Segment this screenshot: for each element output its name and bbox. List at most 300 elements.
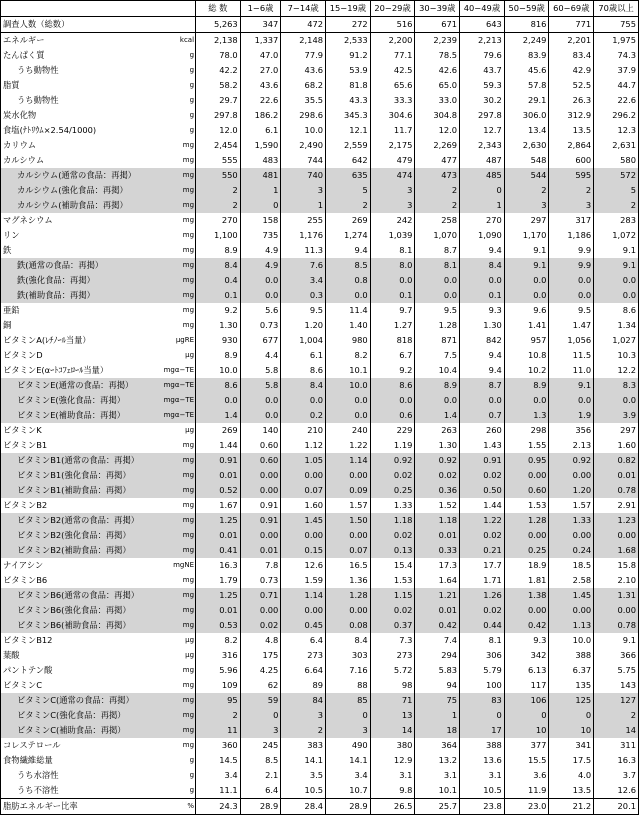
row-label: ビタミンB2(補助食品：再掲） (1, 543, 151, 558)
value-cell: 10.3 (594, 348, 639, 363)
table-row (1, 738, 639, 753)
col-header: 30−39歳 (415, 1, 460, 17)
value-cell: 1.25 (196, 588, 241, 603)
value-cell: 13.4 (504, 123, 549, 138)
value-cell: 10.2 (504, 363, 549, 378)
value-cell: 13.6 (460, 753, 505, 768)
value-cell: 0.0 (196, 393, 241, 408)
table-row (1, 633, 639, 648)
value-cell: 294 (415, 648, 460, 663)
value-cell: 0.0 (594, 288, 639, 303)
value-cell: 3.4 (326, 768, 371, 783)
value-cell: 0.00 (240, 528, 281, 543)
value-cell: 3.9 (594, 408, 639, 423)
value-cell: 304.6 (370, 108, 415, 123)
table-row (1, 17, 639, 33)
value-cell: 643 (460, 17, 505, 33)
value-cell: 11.9 (504, 783, 549, 799)
value-cell: 7.3 (370, 633, 415, 648)
value-cell: 0.00 (281, 468, 326, 483)
row-label: ビタミンB6(強化食品：再掲） (1, 603, 151, 618)
value-cell: 1.68 (594, 543, 639, 558)
value-cell: 15.4 (370, 558, 415, 573)
value-cell: 65.6 (370, 78, 415, 93)
value-cell: 8.0 (370, 258, 415, 273)
row-label: 脂肪エネルギー比率 (1, 799, 151, 815)
table-row (1, 348, 639, 363)
value-cell: 229 (370, 423, 415, 438)
row-unit: mg (151, 288, 196, 303)
value-cell: 1,100 (196, 228, 241, 243)
table-row (1, 63, 639, 78)
row-unit: g (189, 81, 195, 89)
value-cell: 28.9 (326, 799, 371, 815)
value-cell: 0.00 (240, 483, 281, 498)
table-row (1, 243, 639, 258)
value-cell: 0.0 (415, 288, 460, 303)
value-cell: 9.7 (370, 303, 415, 318)
value-cell: 0.0 (549, 288, 594, 303)
value-cell: 84 (281, 693, 326, 708)
row-unit: mgα−TE (151, 408, 196, 423)
value-cell: 2 (326, 198, 371, 213)
value-cell: 242 (370, 213, 415, 228)
value-cell: 10.0 (326, 378, 371, 393)
value-cell: 342 (504, 648, 549, 663)
value-cell: 23.8 (460, 799, 505, 815)
value-cell: 0 (240, 198, 281, 213)
row-label: ビタミンA(ﾚﾁﾉｰﾙ当量） (1, 333, 151, 348)
table-row (1, 93, 639, 108)
value-cell: 317 (549, 213, 594, 228)
value-cell: 75 (415, 693, 460, 708)
value-cell: 0.02 (240, 618, 281, 633)
table-row (1, 198, 639, 213)
value-cell: 10.0 (549, 633, 594, 648)
value-cell: 2,269 (415, 138, 460, 153)
row-unit: mg (182, 246, 195, 254)
value-cell: 8.4 (326, 633, 371, 648)
value-cell: 269 (196, 423, 241, 438)
value-cell: 388 (549, 648, 594, 663)
row-unit: mg (151, 468, 196, 483)
value-cell: 2,864 (549, 138, 594, 153)
value-cell: 5,263 (196, 17, 241, 33)
value-cell: 8.6 (281, 363, 326, 378)
table-row (1, 183, 639, 198)
value-cell: 2 (196, 183, 241, 198)
value-cell: 0.24 (549, 543, 594, 558)
value-cell: 24.3 (196, 799, 241, 815)
value-cell: 1,170 (504, 228, 549, 243)
value-cell: 12.0 (196, 123, 241, 138)
value-cell: 210 (281, 423, 326, 438)
row-label: 銅 (1, 318, 151, 333)
table-row (1, 483, 639, 498)
value-cell: 1.45 (549, 588, 594, 603)
value-cell: 28.9 (240, 799, 281, 815)
row-unit: mg (151, 723, 196, 738)
value-cell: 6.37 (549, 663, 594, 678)
value-cell: 544 (504, 168, 549, 183)
value-cell: 186.2 (240, 108, 281, 123)
value-cell: 1.47 (549, 318, 594, 333)
value-cell: 1.4 (415, 408, 460, 423)
row-label: ビタミンE(αｰﾄｺﾌｪﾛｰﾙ当量） (1, 363, 151, 378)
value-cell: 0.02 (370, 603, 415, 618)
value-cell: 14 (370, 723, 415, 738)
table-row (1, 423, 639, 438)
row-label: エネルギー (1, 33, 151, 49)
value-cell: 5.79 (460, 663, 505, 678)
value-cell: 479 (370, 153, 415, 168)
table-row (1, 303, 639, 318)
value-cell: 95 (196, 693, 241, 708)
value-cell: 8.9 (196, 348, 241, 363)
value-cell: 9.4 (460, 243, 505, 258)
value-cell: 8.1 (370, 243, 415, 258)
value-cell: 5.8 (240, 363, 281, 378)
value-cell: 366 (594, 648, 639, 663)
row-unit: μg (185, 651, 195, 659)
value-cell: 3 (549, 198, 594, 213)
table-body (1, 17, 639, 815)
value-cell: 258 (415, 213, 460, 228)
value-cell: 42.9 (549, 63, 594, 78)
row-label: カルシウム(通常の食品：再掲） (1, 168, 151, 183)
value-cell: 550 (196, 168, 241, 183)
value-cell: 12.6 (594, 783, 639, 799)
value-cell: 17.7 (460, 558, 505, 573)
value-cell: 20.1 (594, 799, 639, 815)
value-cell: 26.5 (370, 799, 415, 815)
value-cell: 245 (240, 738, 281, 753)
value-cell: 1.55 (504, 438, 549, 453)
value-cell: 311 (594, 738, 639, 753)
value-cell: 6.1 (240, 123, 281, 138)
value-cell: 10.8 (504, 348, 549, 363)
value-cell: 0 (240, 708, 281, 723)
value-cell: 1.3 (504, 408, 549, 423)
value-cell: 297 (504, 213, 549, 228)
value-cell: 7.16 (326, 663, 371, 678)
value-cell: 0.00 (326, 468, 371, 483)
value-cell: 26.3 (549, 93, 594, 108)
value-cell: 1,039 (370, 228, 415, 243)
row-unit: mg (151, 513, 196, 528)
row-unit: mgNE (173, 561, 195, 569)
value-cell: 2,631 (594, 138, 639, 153)
value-cell: 9.1 (504, 258, 549, 273)
row-label: ビタミンC(強化食品：再掲） (1, 708, 151, 723)
value-cell: 771 (549, 17, 594, 33)
row-unit: g (189, 66, 195, 74)
row-label: うち水溶性 (1, 768, 151, 783)
value-cell: 1 (281, 198, 326, 213)
value-cell: 360 (196, 738, 241, 753)
value-cell: 0.00 (594, 603, 639, 618)
value-cell: 316 (196, 648, 241, 663)
value-cell: 1.28 (326, 588, 371, 603)
value-cell: 3.7 (594, 768, 639, 783)
value-cell: 7.5 (415, 348, 460, 363)
value-cell: 0.00 (240, 468, 281, 483)
value-cell: 816 (504, 17, 549, 33)
value-cell: 0.78 (594, 618, 639, 633)
value-cell: 842 (460, 333, 505, 348)
value-cell: 1.43 (460, 438, 505, 453)
row-unit: g (189, 96, 195, 104)
value-cell: 11.3 (281, 243, 326, 258)
value-cell: 2.10 (594, 573, 639, 588)
value-cell: 0.36 (415, 483, 460, 498)
value-cell: 8.9 (415, 378, 460, 393)
table-row (1, 33, 639, 49)
table-row (1, 258, 639, 273)
value-cell: 13.5 (549, 123, 594, 138)
value-cell: 1.67 (196, 498, 241, 513)
value-cell: 0.52 (196, 483, 241, 498)
value-cell: 9.1 (549, 378, 594, 393)
value-cell: 2 (549, 183, 594, 198)
value-cell: 744 (281, 153, 326, 168)
value-cell: 490 (326, 738, 371, 753)
value-cell: 18.5 (549, 558, 594, 573)
value-cell: 0.00 (240, 603, 281, 618)
value-cell: 1 (240, 183, 281, 198)
row-label: たんぱく質 (1, 48, 151, 63)
value-cell: 43.3 (326, 93, 371, 108)
col-header: 15−19歳 (326, 1, 371, 17)
row-unit: g (189, 786, 195, 794)
value-cell: 57.8 (504, 78, 549, 93)
value-cell: 9.9 (549, 258, 594, 273)
row-label: リン (1, 228, 151, 243)
row-unit: mgα−TE (151, 393, 196, 408)
value-cell: 957 (504, 333, 549, 348)
value-cell: 1.64 (415, 573, 460, 588)
value-cell: 59 (240, 693, 281, 708)
row-unit: mg (182, 441, 195, 449)
value-cell: 555 (196, 153, 241, 168)
value-cell: 297 (594, 423, 639, 438)
value-cell: 1.27 (370, 318, 415, 333)
value-cell: 1,590 (240, 138, 281, 153)
value-cell: 0.02 (460, 468, 505, 483)
row-label: カリウム (1, 138, 151, 153)
row-unit: g (189, 126, 195, 134)
value-cell: 77.1 (370, 48, 415, 63)
row-unit: mg (182, 666, 195, 674)
table-row (1, 799, 639, 815)
value-cell: 5.75 (594, 663, 639, 678)
header-blank (1, 1, 151, 17)
row-unit: mg (151, 198, 196, 213)
value-cell: 0.00 (326, 528, 371, 543)
value-cell: 9.4 (326, 243, 371, 258)
value-cell: 283 (594, 213, 639, 228)
value-cell: 871 (415, 333, 460, 348)
value-cell: 297.8 (460, 108, 505, 123)
value-cell: 0.91 (196, 453, 241, 468)
value-cell: 140 (240, 423, 281, 438)
table-row (1, 678, 639, 693)
value-cell: 8.5 (326, 258, 371, 273)
row-label: ビタミンB1(強化食品：再掲） (1, 468, 151, 483)
table-row (1, 318, 639, 333)
value-cell: 0.0 (594, 393, 639, 408)
value-cell: 30.2 (460, 93, 505, 108)
value-cell: 0.60 (504, 483, 549, 498)
value-cell: 14.1 (326, 753, 371, 768)
value-cell: 45.6 (504, 63, 549, 78)
value-cell: 0.02 (370, 468, 415, 483)
table-row (1, 123, 639, 138)
value-cell: 0.0 (504, 393, 549, 408)
table-row (1, 693, 639, 708)
value-cell: 2 (504, 183, 549, 198)
value-cell: 4.0 (549, 768, 594, 783)
value-cell: 1.19 (370, 438, 415, 453)
value-cell: 1.14 (326, 453, 371, 468)
col-header: 70歳以上 (594, 1, 639, 17)
value-cell: 79.6 (460, 48, 505, 63)
value-cell: 0.1 (196, 288, 241, 303)
value-cell: 0.95 (504, 453, 549, 468)
value-cell: 1.41 (504, 318, 549, 333)
table-row (1, 468, 639, 483)
value-cell: 270 (196, 213, 241, 228)
value-cell: 1.81 (504, 573, 549, 588)
value-cell: 297.8 (196, 108, 241, 123)
value-cell: 0 (326, 708, 371, 723)
value-cell: 0.0 (326, 408, 371, 423)
value-cell: 483 (240, 153, 281, 168)
table-row (1, 663, 639, 678)
value-cell: 1.53 (504, 498, 549, 513)
table-row (1, 78, 639, 93)
value-cell: 474 (370, 168, 415, 183)
value-cell: 1.44 (196, 438, 241, 453)
value-cell: 8.2 (196, 633, 241, 648)
value-cell: 516 (370, 17, 415, 33)
value-cell: 0.0 (370, 273, 415, 288)
value-cell: 2,249 (504, 33, 549, 49)
value-cell: 8.7 (415, 243, 460, 258)
value-cell: 1.15 (370, 588, 415, 603)
value-cell: 0.0 (504, 273, 549, 288)
value-cell: 0.02 (460, 603, 505, 618)
value-cell: 78.0 (196, 48, 241, 63)
value-cell: 306 (460, 648, 505, 663)
col-header: 50−59歳 (504, 1, 549, 17)
value-cell: 3.1 (370, 768, 415, 783)
row-unit: kcal (151, 33, 196, 49)
value-cell: 5.8 (240, 378, 281, 393)
row-unit: mg (151, 543, 196, 558)
value-cell: 1.57 (326, 498, 371, 513)
value-cell: 1.34 (594, 318, 639, 333)
row-unit: mg (182, 306, 195, 314)
value-cell: 273 (370, 648, 415, 663)
value-cell: 0.45 (281, 618, 326, 633)
value-cell: 12.0 (415, 123, 460, 138)
value-cell: 8.2 (326, 348, 371, 363)
value-cell: 1,004 (281, 333, 326, 348)
header-unit-blank (151, 1, 196, 17)
row-unit: mg (182, 141, 195, 149)
value-cell: 3.5 (281, 768, 326, 783)
table-row (1, 768, 639, 783)
row-label: ビタミンB2(通常の食品：再掲） (1, 513, 151, 528)
value-cell: 0.00 (326, 603, 371, 618)
value-cell: 12.6 (281, 558, 326, 573)
value-cell: 22.6 (594, 93, 639, 108)
value-cell: 2 (415, 183, 460, 198)
value-cell: 21.2 (549, 799, 594, 815)
value-cell: 1,186 (549, 228, 594, 243)
value-cell: 0.0 (240, 273, 281, 288)
value-cell: 3.4 (196, 768, 241, 783)
value-cell: 0.0 (281, 393, 326, 408)
value-cell: 0.00 (594, 528, 639, 543)
value-cell: 175 (240, 648, 281, 663)
value-cell: 1 (415, 708, 460, 723)
value-cell: 2,533 (326, 33, 371, 49)
value-cell: 5 (594, 183, 639, 198)
value-cell: 0.00 (549, 603, 594, 618)
table-row (1, 708, 639, 723)
value-cell: 0.07 (326, 543, 371, 558)
value-cell: 0.02 (415, 468, 460, 483)
value-cell: 18 (415, 723, 460, 738)
value-cell: 1.60 (594, 438, 639, 453)
value-cell: 0.00 (281, 603, 326, 618)
row-label: 鉄 (1, 243, 151, 258)
value-cell: 11.7 (370, 123, 415, 138)
value-cell: 0.01 (240, 543, 281, 558)
row-unit: mg (151, 183, 196, 198)
value-cell: 10.5 (460, 783, 505, 799)
row-unit: μg (185, 351, 195, 359)
row-unit: mgα−TE (163, 366, 195, 374)
value-cell: 78.5 (415, 48, 460, 63)
value-cell: 0.00 (504, 528, 549, 543)
value-cell: 1.22 (326, 438, 371, 453)
value-cell: 1,975 (594, 33, 639, 49)
row-label: ビタミンE(強化食品：再掲） (1, 393, 151, 408)
value-cell: 595 (549, 168, 594, 183)
value-cell: 85 (326, 693, 371, 708)
value-cell: 0.92 (370, 453, 415, 468)
table-row (1, 213, 639, 228)
value-cell: 1.30 (415, 438, 460, 453)
row-label: ビタミンB1 (1, 438, 151, 453)
value-cell: 12.7 (460, 123, 505, 138)
value-cell: 15.5 (504, 753, 549, 768)
header-row (1, 1, 639, 17)
value-cell: 0.92 (549, 453, 594, 468)
value-cell: 0.0 (326, 288, 371, 303)
value-cell: 9.5 (549, 303, 594, 318)
value-cell: 0.53 (196, 618, 241, 633)
value-cell: 9.5 (281, 303, 326, 318)
row-label: ナイアシン (1, 558, 151, 573)
table-row (1, 603, 639, 618)
table-row (1, 48, 639, 63)
value-cell: 0.0 (415, 393, 460, 408)
value-cell: 5.72 (370, 663, 415, 678)
